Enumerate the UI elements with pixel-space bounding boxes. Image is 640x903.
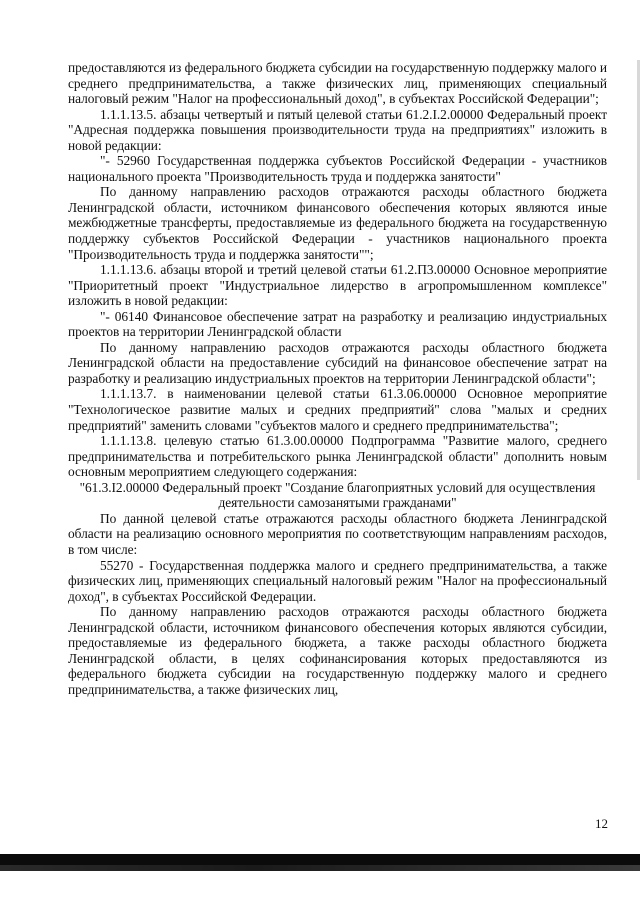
paragraph-item-1-1-1-13-6: 1.1.1.13.6. абзацы второй и третий целевой статьи 61.2.П3.00000 Основное мероприятие "Приоритетный проект "Индустриальное лидерство в агропромышленном комплексе" изложить в новой редакции: — [68, 262, 607, 309]
paragraph-continuation: предоставляются из федерального бюджета субсидии на государственную поддержку малого и среднего предпринимательства, а также физических лиц, применяющих специальный налоговый режим "Налог на профессиональный доход", в субъектах Российской Федерации"; — [68, 60, 607, 107]
paragraph-quote-06140: "- 06140 Финансовое обеспечение затрат на разработку и реализацию индустриальных проектов на территории Ленинградской области — [68, 308, 607, 340]
paragraph-description-55270: По данному направлению расходов отражаются расходы областного бюджета Ленинградской области, источником финансового обеспечения которых являются субсидии, предоставляемые из федерального бюджета, а также расходы областного бюджета Ленинградской области, в целях софинансирования которых предоставляются из федерального бюджета субсидии на государственную поддержку малого и среднего предпринимательства, а также физических лиц, — [68, 604, 607, 697]
scan-border-bar-lower — [0, 865, 640, 871]
document-body — [68, 60, 607, 697]
paragraph-target-article: По данной целевой статье отражаются расходы областного бюджета Ленинградской области на реализацию основного мероприятия по соответствующим направлениям расходов, в том числе: — [68, 510, 607, 557]
page-number: 12 — [595, 816, 608, 831]
scan-border-bar — [0, 854, 640, 865]
paragraph-item-1-1-1-13-5: 1.1.1.13.5. абзацы четвертый и пятый целевой статьи 61.2.I.2.00000 Федеральный проект "Адресная поддержка повышения производительности труда на предприятиях" изложить в новой редакции: — [68, 106, 607, 153]
paragraph-centered-heading: "61.3.I2.00000 Федеральный проект "Создание благоприятных условий для осуществления деятельности самозанятыми гражданами" — [79, 479, 596, 511]
paragraph-quote-52960: "- 52960 Государственная поддержка субъектов Российской Федерации - участников национального проекта "Производительность труда и поддержка занятости" — [68, 153, 607, 184]
paragraph-description-06140: По данному направлению расходов отражаются расходы областного бюджета Ленинградской области на предоставление субсидий на финансовое обеспечение затрат на разработку и реализацию индустриальных проектов на территории Ленинградской области"; — [68, 339, 607, 386]
paragraph-item-1-1-1-13-7: 1.1.1.13.7. в наименовании целевой статьи 61.3.06.00000 Основное мероприятие "Технологическое развитие малых и средних предприятий" слова "малых и средних предприятий" заменить словами "субъектов малого и среднего предпринимательства"; — [68, 386, 607, 433]
paragraph-description-52960: По данному направлению расходов отражаются расходы областного бюджета Ленинградской области, источником финансового обеспечения которых являются иные межбюджетные трансферты, предоставляемые из федерального бюджета на государственную поддержку субъектов Российской Федерации - участников национального проекта "Производительность труда и поддержка занятости""; — [68, 184, 607, 262]
paragraph-55270: 55270 - Государственная поддержка малого и среднего предпринимательства, а также физических лиц, применяющих специальный налоговый режим "Налог на профессиональный доход", в субъектах Российской Федерации. — [68, 557, 607, 604]
paragraph-item-1-1-1-13-8: 1.1.1.13.8. целевую статью 61.3.00.00000 Подпрограмма "Развитие малого, среднего предпринимательства и потребительского рынка Ленинградской области" дополнить новым основным мероприятием следующего содержания: — [68, 433, 607, 480]
